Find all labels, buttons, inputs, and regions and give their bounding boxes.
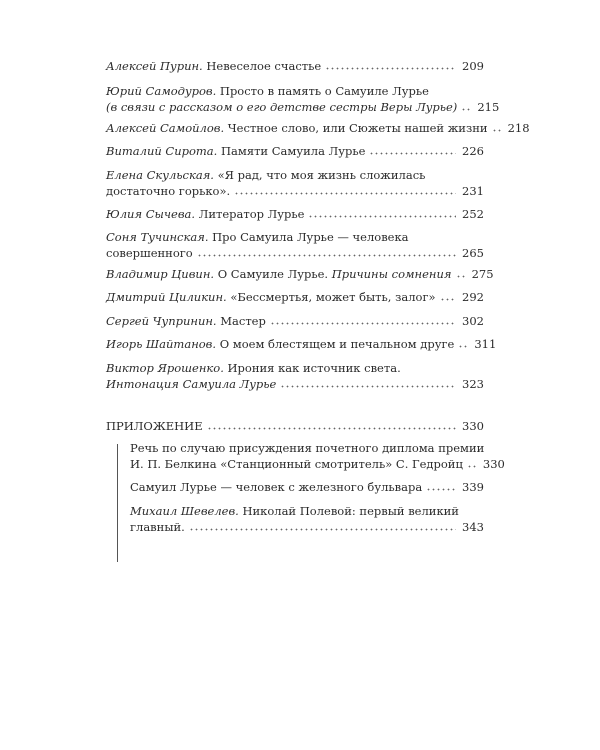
entry-text <box>106 58 321 74</box>
entry-text <box>106 167 425 183</box>
entry-segment: Про Самуила Лурье — человека <box>208 230 409 244</box>
page-number: 343 <box>462 520 484 534</box>
page-number: 275 <box>471 267 494 281</box>
dot-leader <box>492 120 502 132</box>
toc-entry <box>130 440 505 472</box>
dot-leader <box>308 206 456 218</box>
toc-entry <box>106 120 530 136</box>
page-number: 209 <box>462 59 484 73</box>
dot-leader <box>325 58 456 70</box>
entry-text <box>106 99 457 115</box>
dot-leader <box>280 376 456 388</box>
entry-italic-segment: Алексей Пурин. <box>106 59 203 73</box>
toc-line <box>106 289 484 305</box>
entry-text <box>106 289 436 305</box>
toc-line <box>130 456 505 472</box>
entry-segment: Просто в память о Самуиле Лурье <box>216 84 429 98</box>
appendix-heading <box>106 418 484 434</box>
toc-line <box>106 266 494 282</box>
toc-entry <box>106 289 484 305</box>
entry-segment: Ирония как источник света. <box>223 361 401 375</box>
toc-entry <box>106 313 484 329</box>
entry-text <box>106 376 276 392</box>
entry-segment: достаточно горько». <box>106 184 231 198</box>
entry-text <box>130 456 463 472</box>
appendix-page-number: 330 <box>462 419 484 433</box>
page-number: 231 <box>462 184 484 198</box>
toc-line <box>106 336 497 352</box>
entry-italic-segment: Дмитрий Циликин. <box>106 290 227 304</box>
entry-text <box>106 266 452 282</box>
page-number: 252 <box>462 207 484 221</box>
toc-line <box>130 519 484 535</box>
entry-text <box>106 313 266 329</box>
toc-line <box>106 143 484 159</box>
entry-segment: О Самуиле Лурье. <box>214 267 329 281</box>
entry-italic-segment: Соня Тучинская. <box>106 230 209 244</box>
entry-italic-segment: Виталий Сирота. <box>106 144 218 158</box>
dot-leader <box>461 99 471 111</box>
toc-line <box>106 83 484 99</box>
entry-text <box>106 143 365 159</box>
appendix-vertical-rule <box>117 444 118 562</box>
dot-leader <box>234 183 456 195</box>
dot-leader <box>467 456 477 468</box>
entry-segment: Самуил Лурье — человек с железного бульвара <box>130 480 423 494</box>
toc-line <box>106 313 484 329</box>
entry-italic-segment: Алексей Самойлов. <box>106 121 225 135</box>
toc-entry <box>106 167 484 199</box>
toc-entry <box>130 479 484 495</box>
entry-segment: Николай Полевой: первый великий <box>238 504 459 518</box>
toc-line <box>106 120 530 136</box>
entry-italic-segment: Игорь Шайтанов. <box>106 337 217 351</box>
entry-text <box>130 440 484 456</box>
appendix-title: ПРИЛОЖЕНИЕ <box>106 419 203 433</box>
page-number: 292 <box>462 290 484 304</box>
entry-italic-segment: Интонация Самуила Лурье <box>106 377 277 391</box>
entry-segment: Мастер <box>216 314 266 328</box>
dot-leader <box>426 479 456 491</box>
entry-text <box>106 120 488 136</box>
entry-italic-segment: Юлия Сычева. <box>106 207 196 221</box>
entry-segment: О моем блестящем и печальном друге <box>216 337 455 351</box>
toc-entry <box>106 266 494 282</box>
dot-leader <box>197 245 456 257</box>
entry-segment: Памяти Самуила Лурье <box>217 144 366 158</box>
entry-text <box>130 519 185 535</box>
entry-segment: «Бессмертья, может быть, залог» <box>226 290 436 304</box>
toc-line <box>106 58 484 74</box>
entry-segment: Литератор Лурье <box>195 207 305 221</box>
toc-line <box>130 479 484 495</box>
toc-line <box>106 167 484 183</box>
toc-entry <box>130 503 484 535</box>
entry-text <box>106 206 304 222</box>
toc-entry <box>106 58 484 74</box>
page-number: 215 <box>477 100 500 114</box>
dot-leader <box>270 313 456 325</box>
toc-line <box>106 206 484 222</box>
page-number: 323 <box>462 377 484 391</box>
entry-segment: главный. <box>130 520 185 534</box>
dot-leader <box>369 143 456 155</box>
entry-italic-segment: Владимир Цивин. <box>106 267 215 281</box>
page-number: 265 <box>462 246 484 260</box>
dot-leader <box>456 266 466 278</box>
toc-entry <box>106 229 484 261</box>
page-number: 339 <box>462 480 484 494</box>
entry-text <box>106 360 401 376</box>
entry-segment: «Я рад, что моя жизнь сложилась <box>213 168 426 182</box>
page-number: 330 <box>482 457 505 471</box>
toc-entry <box>106 83 500 115</box>
entry-segment: Невеселое счастье <box>202 59 322 73</box>
toc-line <box>106 245 484 261</box>
toc-line <box>106 183 484 199</box>
entry-italic-segment: Михаил Шевелев. <box>130 504 239 518</box>
entry-text <box>106 336 454 352</box>
entry-text <box>106 83 429 99</box>
entry-segment: И. П. Белкина «Станционный смотритель» С. Гедройц <box>130 457 463 471</box>
entry-italic-segment: Юрий Самодуров. <box>106 84 217 98</box>
toc-entry <box>106 206 484 222</box>
toc-entry <box>106 336 497 352</box>
entry-text <box>130 479 422 495</box>
entry-segment: Речь по случаю присуждения почетного диплома премии <box>130 441 485 455</box>
dot-leader <box>207 418 456 430</box>
toc-entry <box>106 143 484 159</box>
page-number: 311 <box>474 337 497 351</box>
entry-text <box>106 229 409 245</box>
toc-line <box>106 376 484 392</box>
toc-entry <box>106 360 484 392</box>
entry-italic-segment: Елена Скульская. <box>106 168 214 182</box>
entry-italic-segment: Причины сомнения <box>328 267 452 281</box>
entry-text <box>130 503 459 519</box>
toc-line <box>106 99 500 115</box>
entry-italic-segment: Виктор Ярошенко. <box>106 361 224 375</box>
entry-italic-segment: Сергей Чупринин. <box>106 314 217 328</box>
entry-segment: совершенного <box>106 246 193 260</box>
page-number: 226 <box>462 144 484 158</box>
entry-segment: Честное слово, или Сюжеты нашей жизни <box>224 121 488 135</box>
toc-line <box>130 503 484 519</box>
toc-line <box>106 360 484 376</box>
entry-text <box>106 245 193 261</box>
page-number: 218 <box>507 121 530 135</box>
entry-italic-segment: (в связи с рассказом о его детстве сестры Веры Лурье) <box>106 100 458 114</box>
toc-line <box>106 418 484 434</box>
dot-leader <box>440 289 456 301</box>
dot-leader <box>189 519 456 531</box>
page-number: 302 <box>462 314 484 328</box>
entry-text <box>106 183 230 199</box>
dot-leader <box>458 336 468 348</box>
toc-line <box>106 229 484 245</box>
toc-line <box>130 440 484 456</box>
